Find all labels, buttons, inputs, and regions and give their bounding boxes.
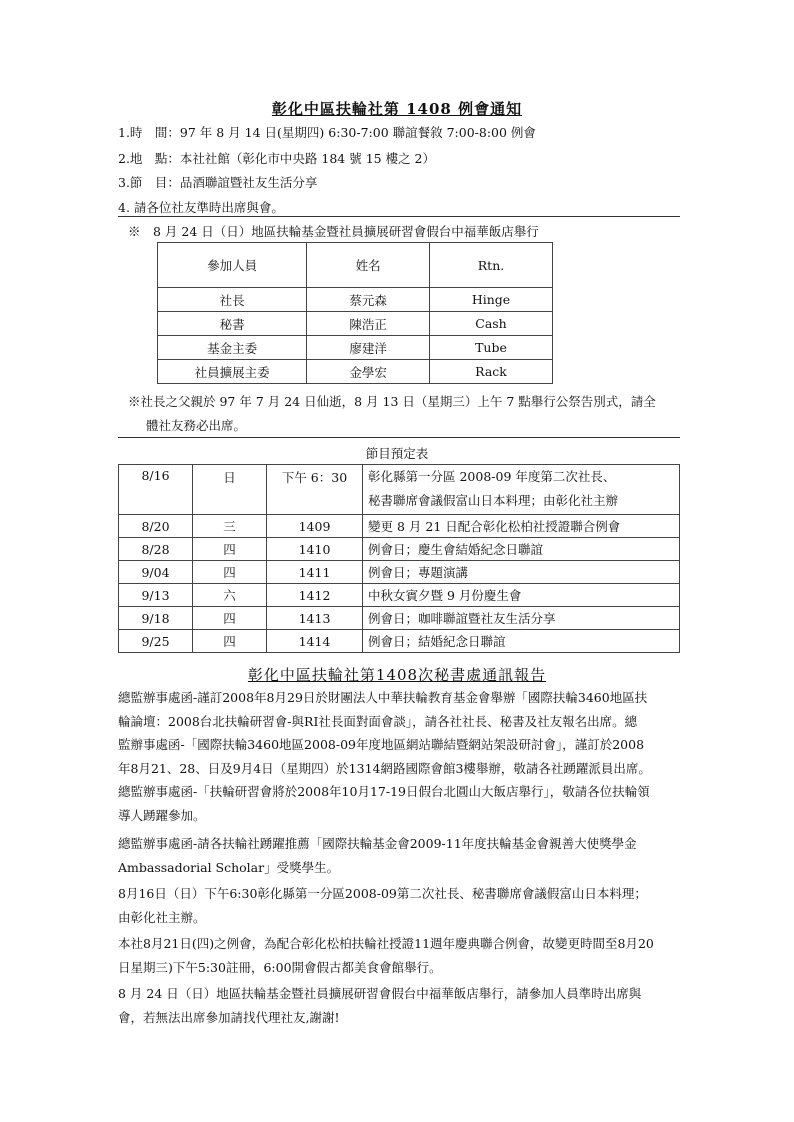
report-title: 彰化中區扶輪社第1408次秘書處通訊報告 [247, 666, 547, 684]
schedule-item: 1411 [267, 561, 363, 584]
condolence-line-1: ※社長之父親於 97 年 7 月 24 日仙逝，8 月 13 日（星期三）上午 7 點舉行公祭告別式，請全 [128, 394, 656, 409]
report-line: 導人踴躍參加。 [118, 807, 206, 823]
member-rtn: Tube [430, 336, 553, 360]
member-role: 社長 [158, 288, 307, 312]
report-paragraph [118, 882, 688, 929]
schedule-item: 1409 [267, 515, 363, 538]
member-role: 社員擴展主委 [158, 360, 307, 384]
schedule-day: 四 [193, 630, 267, 653]
schedule-day: 三 [193, 515, 267, 538]
table-row [158, 312, 553, 336]
report-line: 8月16日（日）下午6:30彰化縣第一分區2008-09第二次社長、秘書聯席會議假富山日本料理； [118, 886, 647, 901]
table-row [119, 584, 680, 607]
notice-place-line: 2.地 點：本社社館（彰化市中央路 184 號 15 樓之 2） [118, 151, 436, 166]
table-row [119, 630, 680, 653]
schedule-item: 1414 [267, 630, 363, 653]
schedule-desc: 例會日；慶生會結婚紀念日聯誼 [363, 538, 680, 561]
table-row [119, 561, 680, 584]
schedule-item: 1413 [267, 607, 363, 630]
report-line: 輪論壇：2008台北扶輪研習會-與RI社長面對面會談」，請各社社長、秘書及社友報名出席。總 [118, 713, 638, 729]
notice-program-line: 3.節 目：品酒聯誼暨社友生活分享 [118, 175, 318, 190]
report-line: 會，若無法出席參加請找代理社友,謝謝! [118, 1009, 340, 1025]
table-row [119, 515, 680, 538]
member-name: 廖建洋 [307, 336, 430, 360]
members-header-rtn: Rtn. [430, 243, 553, 288]
report-line: 總監辦事處函-「扶輪研習會將於2008年10月17-19日假台北圓山大飯店舉行」，敬請各位扶輪領 [118, 784, 650, 799]
member-rtn: Cash [430, 312, 553, 336]
schedule-desc-line: 彰化縣第一分區 2008-09 年度第二次社長、 [368, 469, 616, 484]
report-line: 8 月 24 日（日）地區扶輪基金暨社員擴展研習會假台中福華飯店舉行，請參加人員準時出席與 [118, 986, 642, 1001]
schedule-title: 節目預定表 [365, 446, 429, 461]
schedule-desc: 例會日；結婚紀念日聯誼 [363, 630, 680, 653]
event-note: ※ 8 月 24 日（日）地區扶輪基金暨社員擴展研習會假台中福華飯店舉行 [128, 224, 539, 239]
member-name: 蔡元森 [307, 288, 430, 312]
schedule-date: 9/13 [119, 584, 193, 607]
notice-title: 彰化中區扶輪社第 1408 例會通知 [271, 100, 523, 118]
member-name: 金學宏 [307, 360, 430, 384]
schedule-desc [363, 465, 680, 515]
table-row [158, 288, 553, 312]
schedule-date: 8/20 [119, 515, 193, 538]
report-paragraph [118, 686, 688, 827]
schedule-item: 下午 6：30 [267, 465, 363, 515]
schedule-table [118, 464, 680, 653]
schedule-date: 9/04 [119, 561, 193, 584]
member-rtn: Rack [430, 360, 553, 384]
schedule-day: 四 [193, 561, 267, 584]
schedule-day: 六 [193, 584, 267, 607]
schedule-item: 1412 [267, 584, 363, 607]
member-role: 基金主委 [158, 336, 307, 360]
member-name: 陳浩正 [307, 312, 430, 336]
report-line: 監辦事處函-「國際扶輪3460地區2008-09年度地區網站聯結暨網站架設研討會」，謹訂於2008 [118, 737, 645, 752]
schedule-desc: 例會日；專題演講 [363, 561, 680, 584]
members-table [157, 242, 553, 384]
schedule-desc: 例會日；咖啡聯誼暨社友生活分享 [363, 607, 680, 630]
members-header-row [158, 243, 553, 288]
schedule-day: 四 [193, 607, 267, 630]
schedule-item: 1410 [267, 538, 363, 561]
schedule-date: 9/25 [119, 630, 193, 653]
members-header-name: 姓名 [307, 243, 430, 288]
member-rtn: Hinge [430, 288, 553, 312]
report-body [118, 686, 688, 1029]
report-line: 總監辦事處函-請各扶輪社踴躍推薦「國際扶輪基金會2009-11年度扶輪基金會親善大使獎學金 [118, 836, 637, 851]
members-header-role: 參加人員 [158, 243, 307, 288]
schedule-day: 日 [193, 465, 267, 515]
schedule-date: 9/18 [119, 607, 193, 630]
section-divider [118, 216, 680, 217]
table-row [119, 607, 680, 630]
report-line: 總監辦事處函-謹訂2008年8月29日於財團法人中華扶輪教育基金會舉辦「國際扶輪3460地區扶 [118, 690, 648, 705]
schedule-date: 8/16 [119, 465, 193, 515]
report-line: 本社8月21日(四)之例會，為配合彰化松柏扶輪社授證11週年慶典聯合例會，故變更時間至8月20 [118, 936, 654, 951]
report-paragraph [118, 932, 688, 979]
table-row [119, 538, 680, 561]
table-row [158, 336, 553, 360]
table-row [119, 465, 680, 515]
schedule-desc-line: 秘書聯席會議假富山日本料理；由彰化社主辦 [368, 493, 619, 508]
report-line: 日星期三)下午5:30註冊，6:00開會假古都美食會館舉行。 [118, 959, 442, 975]
section-divider [118, 437, 680, 438]
condolence-line-2: 體社友務必出席。 [146, 418, 247, 433]
report-line: 由彰化社主辦。 [118, 909, 206, 925]
report-line: 年8月21、28、日及9月4日（星期四）於1314網路國際會館3樓舉辦，敬請各社踴躍派員出席。 [118, 760, 651, 776]
notice-attend-line: 4. 請各位社友準時出席與會。 [118, 200, 284, 215]
report-paragraph [118, 982, 688, 1029]
notice-time-line: 1.時 間：97 年 8 月 14 日(星期四) 6:30-7:00 聯誼餐敘 7:00-8:00 例會 [118, 125, 536, 140]
schedule-desc: 中秋女賓夕暨 9 月份慶生會 [363, 584, 680, 607]
table-row [158, 360, 553, 384]
schedule-date: 8/28 [119, 538, 193, 561]
schedule-day: 四 [193, 538, 267, 561]
report-line: Ambassadorial Scholar」受獎學生。 [118, 859, 340, 875]
member-role: 秘書 [158, 312, 307, 336]
schedule-desc: 變更 8 月 21 日配合彰化松柏社授證聯合例會 [363, 515, 680, 538]
report-paragraph [118, 832, 688, 879]
